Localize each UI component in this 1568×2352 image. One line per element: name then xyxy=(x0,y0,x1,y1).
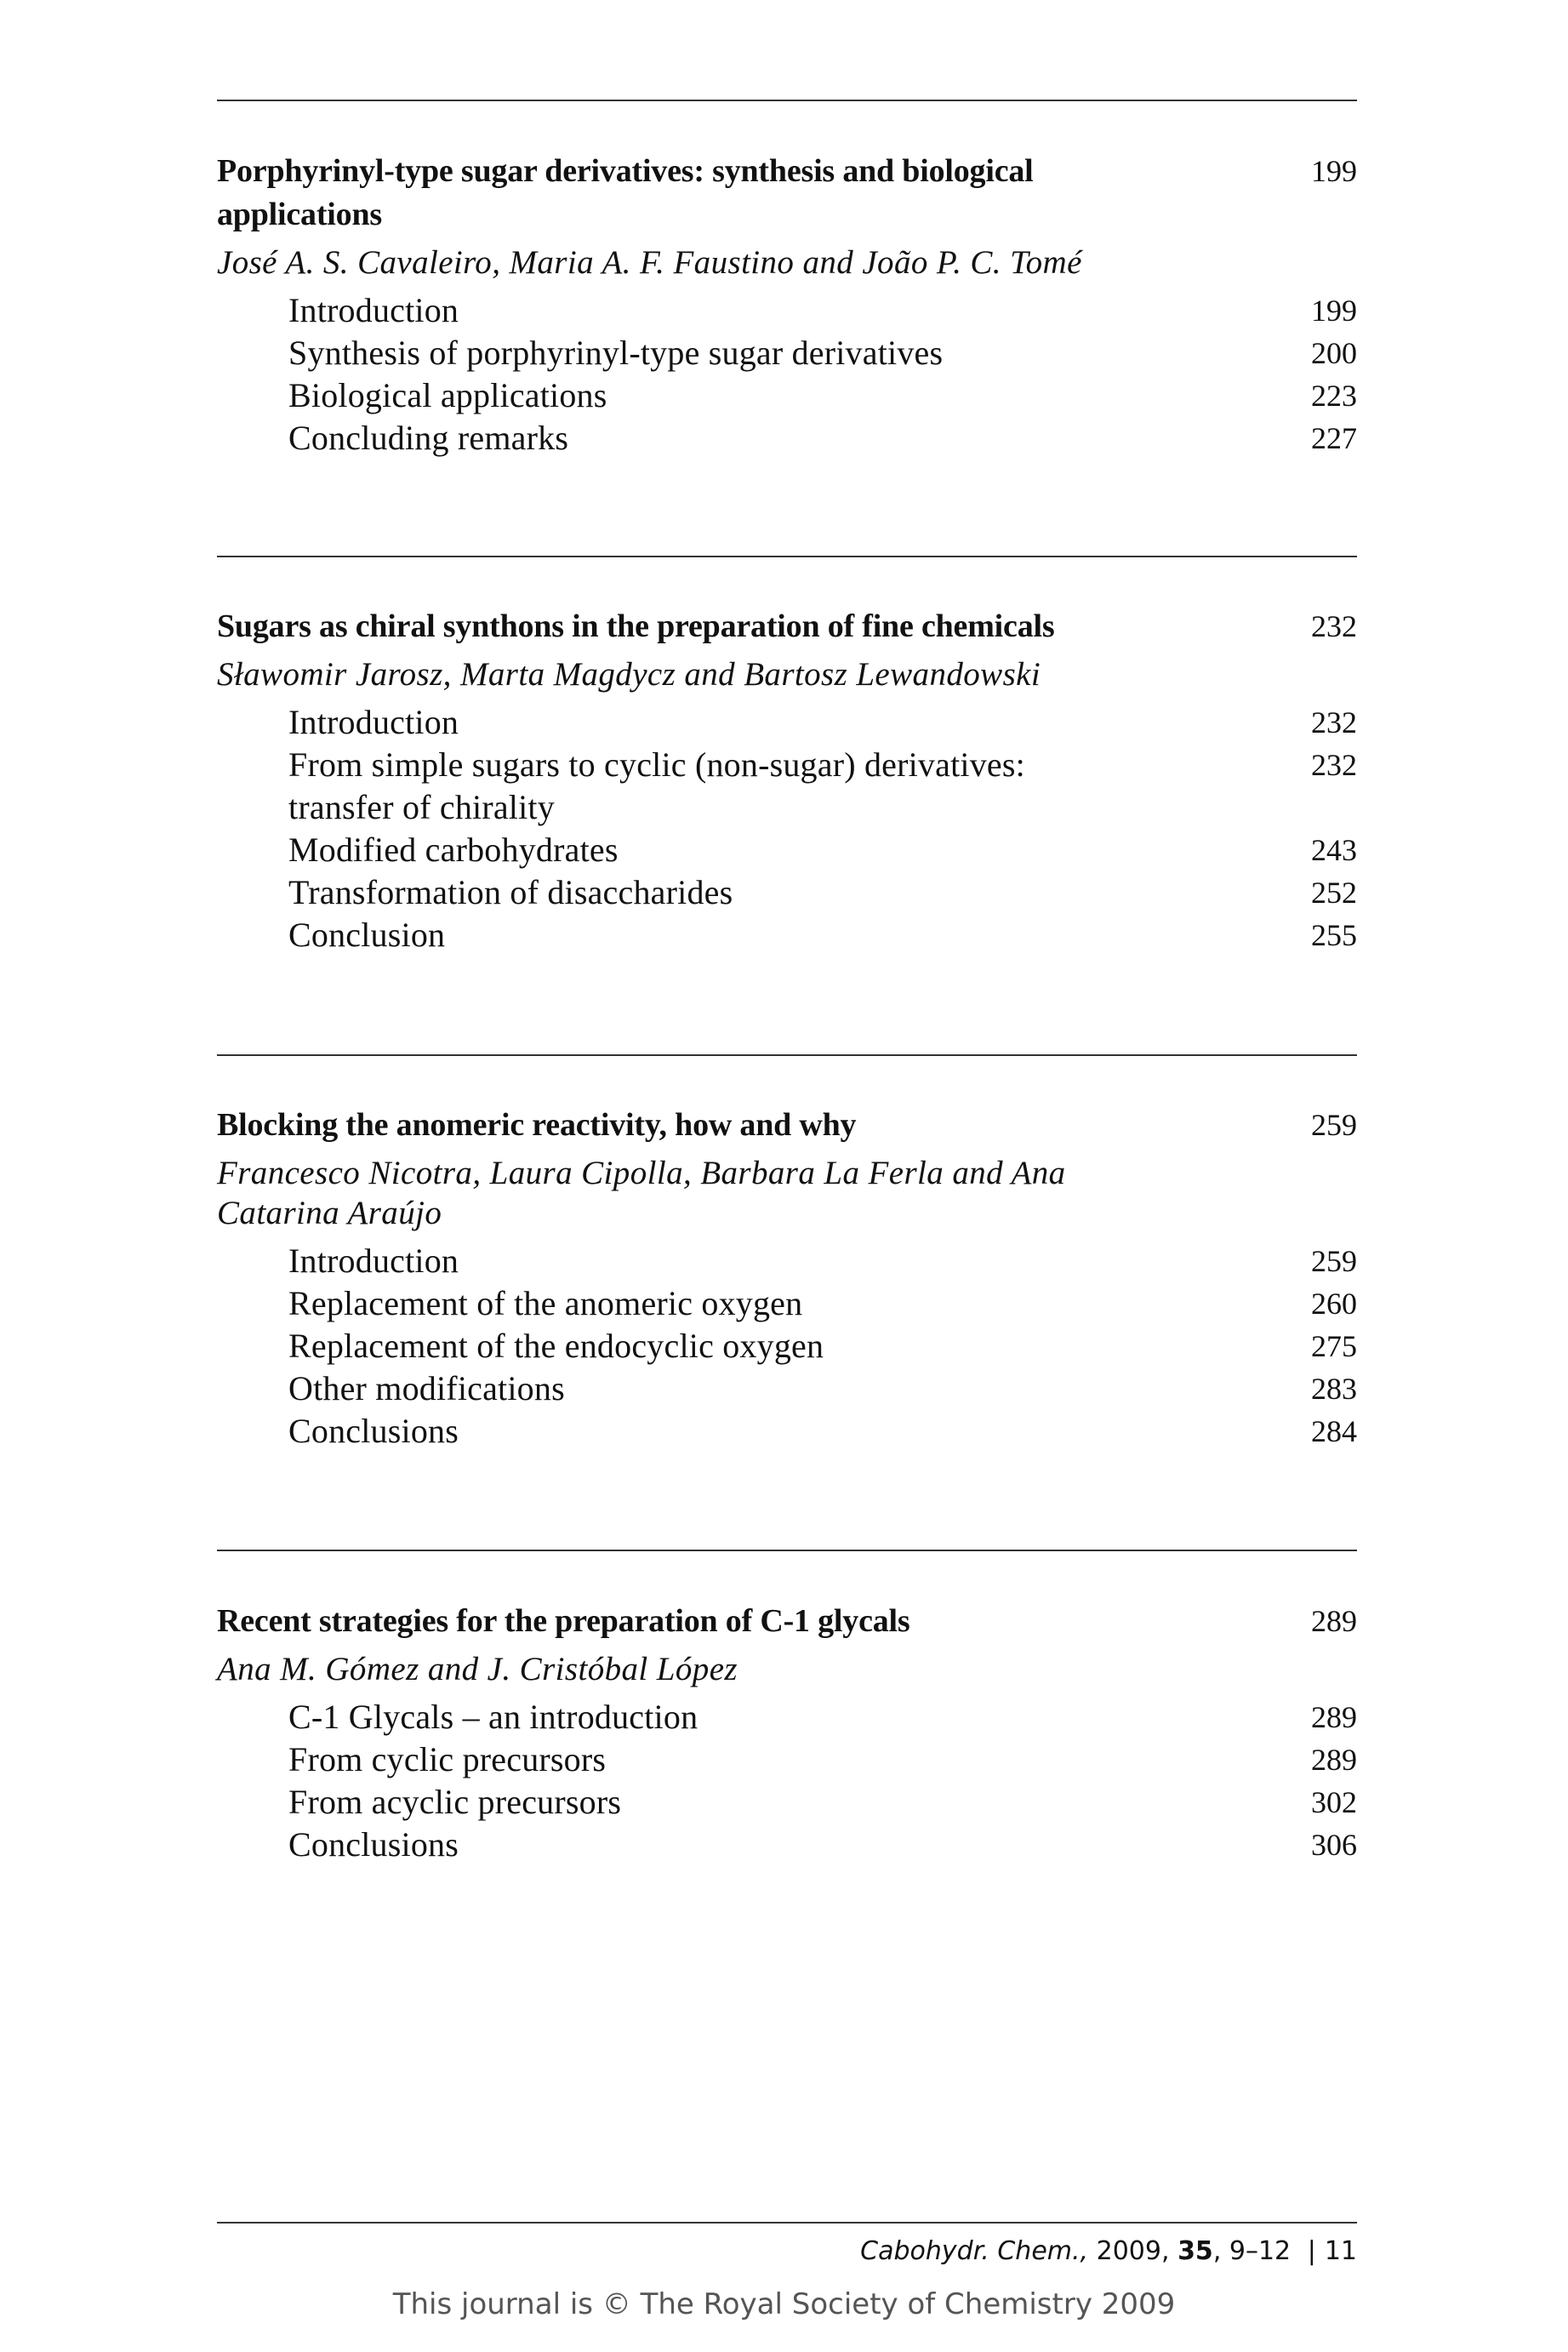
section-row xyxy=(217,1738,1357,1781)
journal-citation xyxy=(860,2235,1357,2269)
entry-page-number: 199 xyxy=(1311,154,1357,188)
section-list xyxy=(217,1696,1357,1866)
entry-divider xyxy=(217,100,1357,101)
section-row xyxy=(217,744,1357,829)
section-title[interactable]: From simple sugars to cyclic (non-sugar) derivatives: transfer of chirality xyxy=(288,745,1025,826)
section-list xyxy=(217,1240,1357,1453)
section-title[interactable]: Introduction xyxy=(288,703,459,741)
section-title[interactable]: Introduction xyxy=(288,291,459,329)
entry-divider xyxy=(217,1550,1357,1551)
journal-name: Cabohydr. Chem., xyxy=(860,2236,1089,2266)
section-page-number: 232 xyxy=(1311,705,1357,739)
section-title[interactable]: Concluding remarks xyxy=(288,419,569,457)
toc-entry xyxy=(217,1600,1357,1866)
toc-entry xyxy=(217,605,1357,956)
entry-title-row xyxy=(217,605,1357,648)
section-row xyxy=(217,374,1357,417)
section-row xyxy=(217,1240,1357,1282)
copyright-notice: This journal is © The Royal Society of Chemistry 2009 xyxy=(392,2287,1176,2321)
entry-authors: Ana M. Gómez and J. Cristóbal López xyxy=(217,1651,738,1687)
section-page-number: 302 xyxy=(1311,1785,1357,1819)
journal-year: 2009, xyxy=(1096,2236,1170,2266)
section-row xyxy=(217,914,1357,956)
section-row xyxy=(217,1781,1357,1824)
section-row xyxy=(217,829,1357,871)
section-page-number: 200 xyxy=(1311,336,1357,370)
section-title[interactable]: Conclusions xyxy=(288,1825,459,1864)
entry-title[interactable]: Blocking the anomeric reactivity, how and why xyxy=(217,1107,857,1143)
section-title[interactable]: Introduction xyxy=(288,1242,459,1280)
entry-page-number: 289 xyxy=(1311,1604,1357,1638)
section-page-number: 199 xyxy=(1311,294,1357,328)
page-number: 11 xyxy=(1324,2236,1357,2266)
section-page-number: 223 xyxy=(1311,379,1357,413)
entry-title-row xyxy=(217,1600,1357,1643)
section-row xyxy=(217,332,1357,374)
toc-entry xyxy=(217,150,1357,460)
section-title[interactable]: From acyclic precursors xyxy=(288,1783,622,1821)
section-row xyxy=(217,1367,1357,1410)
section-page-number: 255 xyxy=(1311,918,1357,952)
section-title[interactable]: Biological applications xyxy=(288,376,607,414)
section-page-number: 243 xyxy=(1311,833,1357,867)
section-page-number: 260 xyxy=(1311,1287,1357,1321)
entry-divider xyxy=(217,1054,1357,1056)
section-row xyxy=(217,1410,1357,1453)
section-page-number: 259 xyxy=(1311,1244,1357,1278)
entry-authors: Francesco Nicotra, Laura Cipolla, Barbara La Ferla and Ana Catarina Araújo xyxy=(217,1155,1066,1231)
journal-pages: , 9–12 xyxy=(1212,2236,1291,2266)
section-page-number: 306 xyxy=(1311,1828,1357,1862)
section-row xyxy=(217,417,1357,460)
entry-title-row xyxy=(217,150,1357,237)
section-title[interactable]: Other modifications xyxy=(288,1369,565,1407)
footer-divider xyxy=(217,2222,1357,2224)
entry-page-number: 232 xyxy=(1311,609,1357,643)
entry-divider xyxy=(217,556,1357,557)
entry-title[interactable]: Sugars as chiral synthons in the preparation of fine chemicals xyxy=(217,608,1055,644)
section-page-number: 283 xyxy=(1311,1372,1357,1406)
section-list xyxy=(217,289,1357,460)
section-row xyxy=(217,289,1357,332)
section-title[interactable]: Replacement of the endocyclic oxygen xyxy=(288,1327,824,1365)
section-page-number: 232 xyxy=(1311,748,1357,782)
section-page-number: 284 xyxy=(1311,1414,1357,1448)
toc-entry xyxy=(217,1104,1357,1453)
entry-title[interactable]: Porphyrinyl-type sugar derivatives: synthesis and biological applications xyxy=(217,153,1034,232)
section-row xyxy=(217,1282,1357,1325)
section-title[interactable]: Transformation of disaccharides xyxy=(288,873,733,911)
citation-separator: | xyxy=(1307,2236,1316,2266)
section-page-number: 289 xyxy=(1311,1743,1357,1777)
section-page-number: 289 xyxy=(1311,1700,1357,1734)
section-title[interactable]: Modified carbohydrates xyxy=(288,831,619,869)
section-page-number: 275 xyxy=(1311,1329,1357,1363)
section-row xyxy=(217,1325,1357,1367)
section-page-number: 227 xyxy=(1311,421,1357,455)
section-page-number: 252 xyxy=(1311,876,1357,910)
entry-title-row xyxy=(217,1104,1357,1147)
entry-authors: Sławomir Jarosz, Marta Magdycz and Bartosz Lewandowski xyxy=(217,656,1041,693)
journal-volume: 35 xyxy=(1177,2236,1213,2266)
section-row xyxy=(217,1824,1357,1866)
section-list xyxy=(217,701,1357,956)
entry-authors: José A. S. Cavaleiro, Maria A. F. Faustino and João P. C. Tomé xyxy=(217,244,1082,281)
section-row xyxy=(217,871,1357,914)
entry-page-number: 259 xyxy=(1311,1108,1357,1142)
section-row xyxy=(217,701,1357,744)
section-title[interactable]: C-1 Glycals – an introduction xyxy=(288,1698,698,1736)
section-title[interactable]: From cyclic precursors xyxy=(288,1740,607,1778)
entry-title[interactable]: Recent strategies for the preparation of C-1 glycals xyxy=(217,1603,910,1639)
section-title[interactable]: Synthesis of porphyrinyl-type sugar derivatives xyxy=(288,334,944,372)
section-title[interactable]: Conclusion xyxy=(288,916,446,954)
section-title[interactable]: Replacement of the anomeric oxygen xyxy=(288,1284,803,1322)
section-row xyxy=(217,1696,1357,1738)
section-title[interactable]: Conclusions xyxy=(288,1412,459,1450)
